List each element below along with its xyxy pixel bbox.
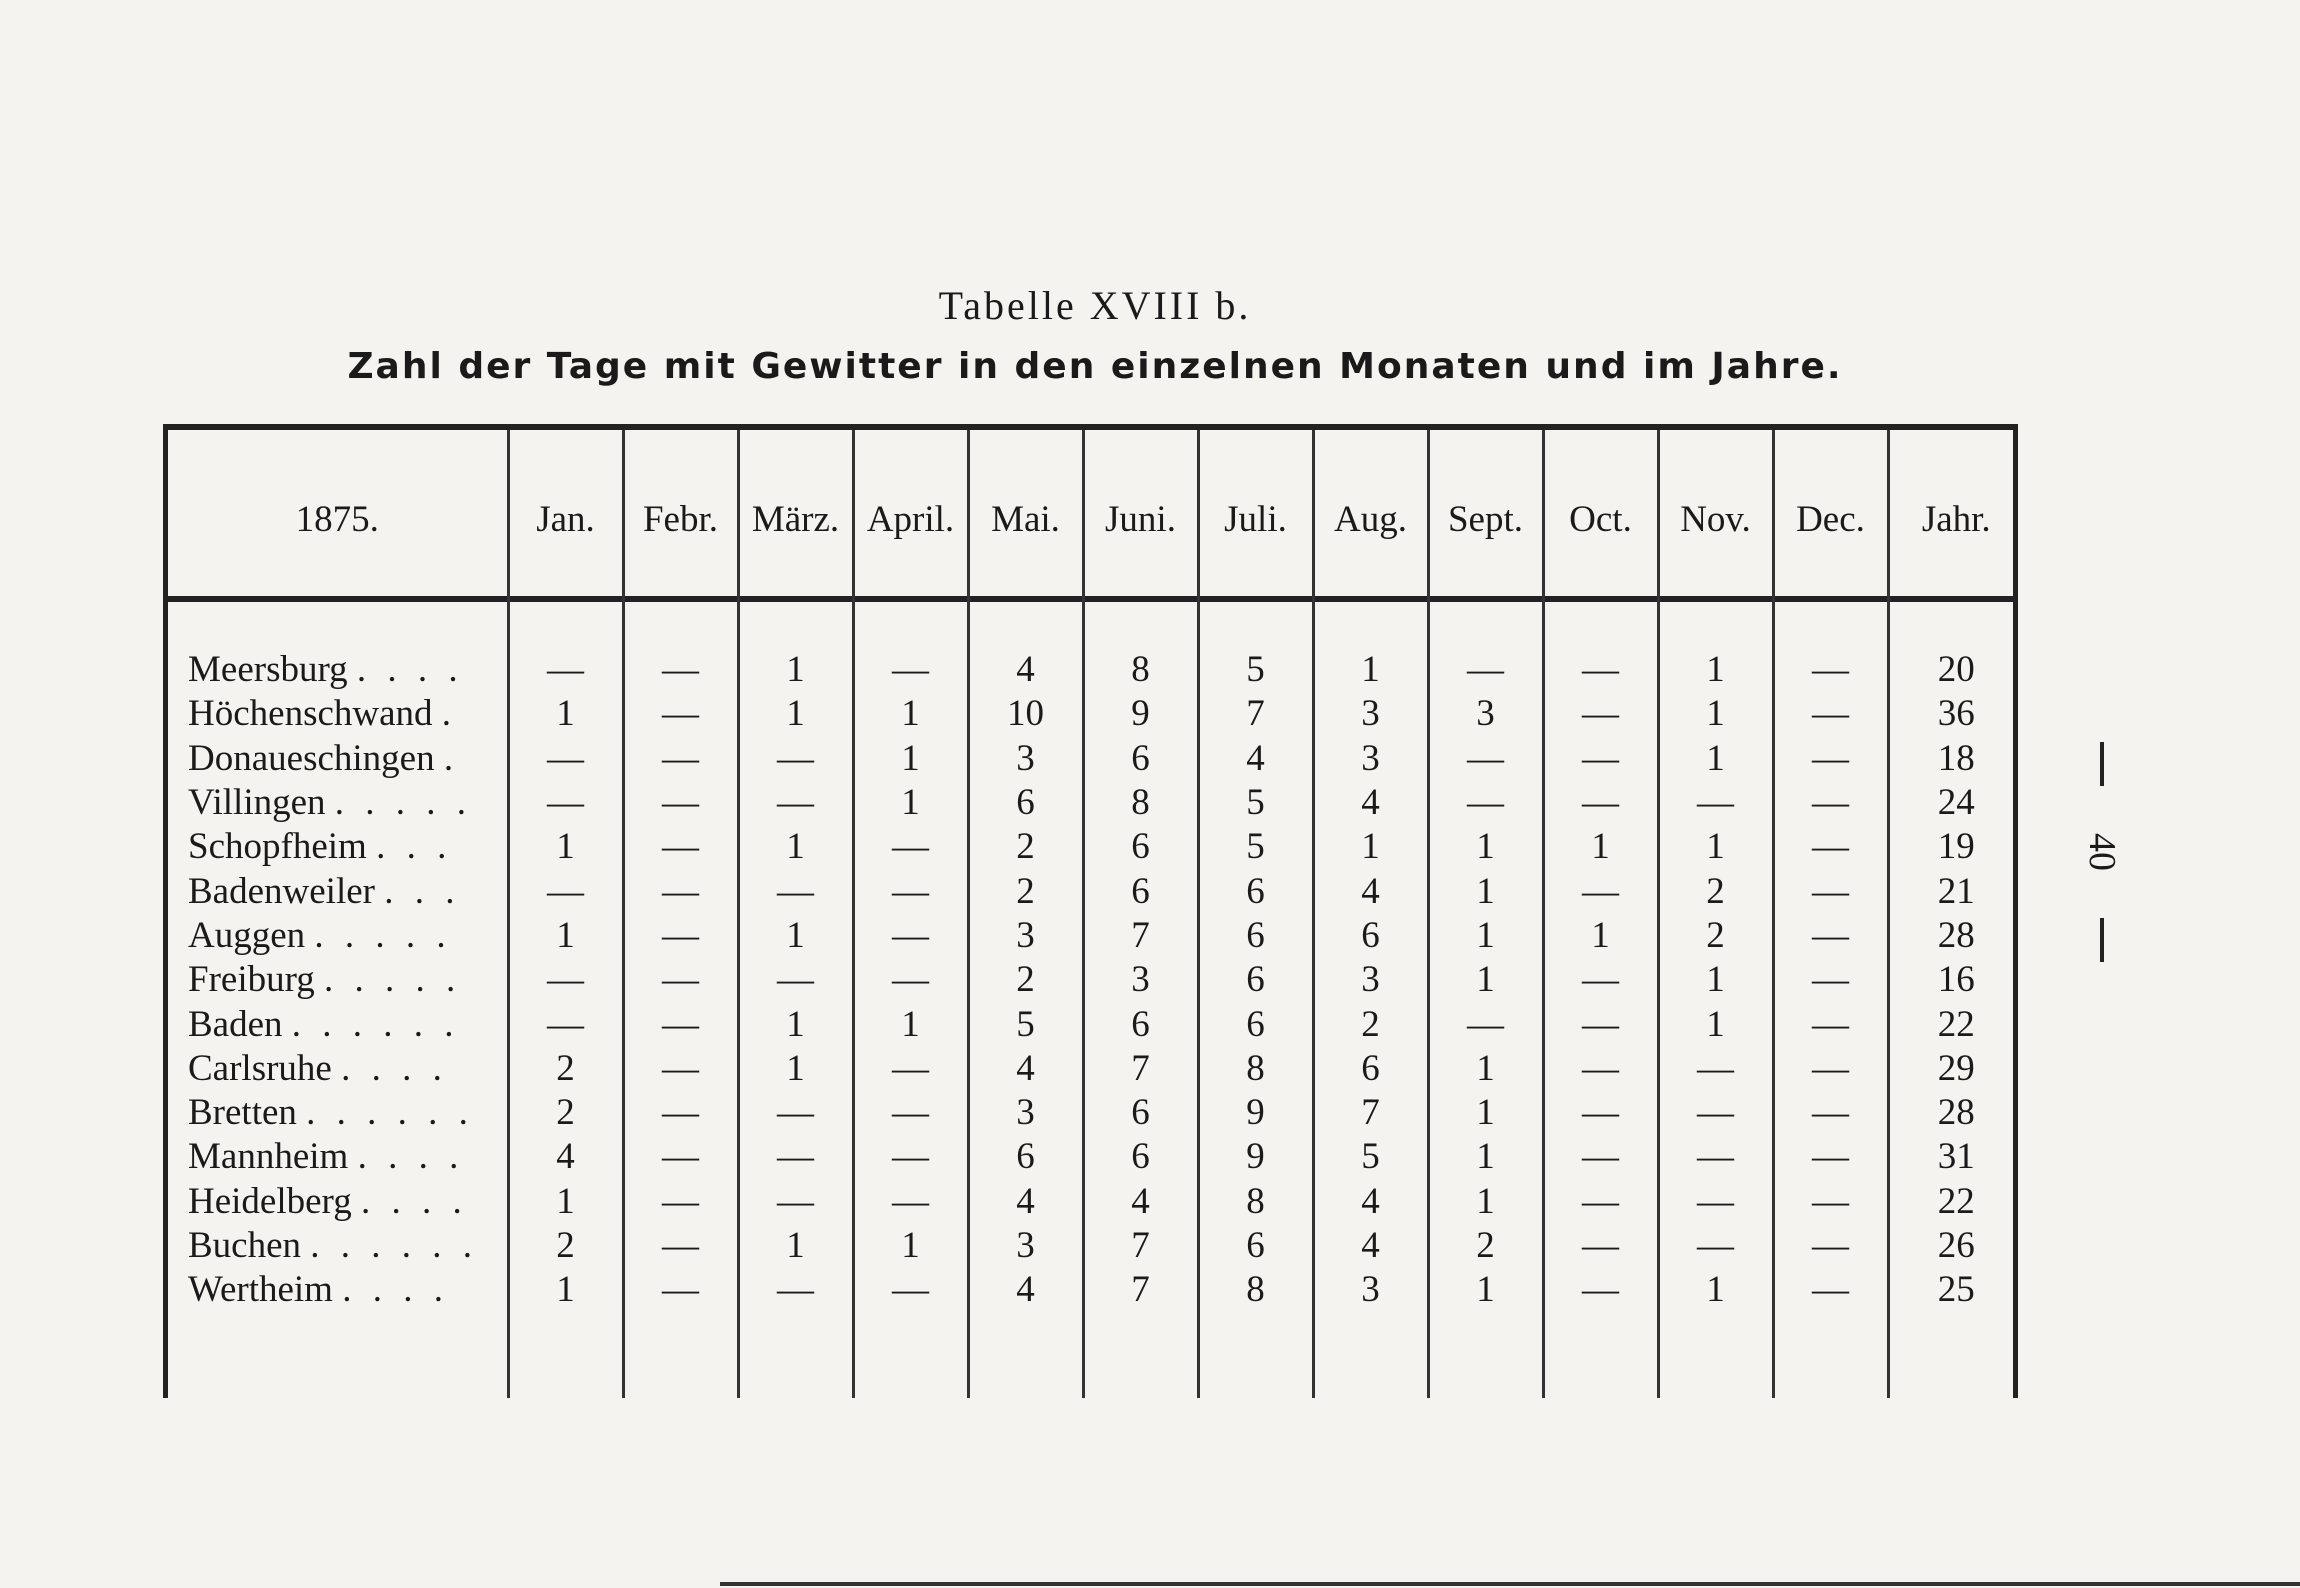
month-value-cell: 6 [1198,1002,1313,1046]
month-value-cell: 1 [738,1224,853,1268]
month-value-cell: — [1773,1224,1888,1268]
month-value-cell: — [738,869,853,913]
station-name: Bretten [188,1092,297,1134]
month-value-cell: 6 [1313,914,1428,958]
table-row [168,1091,2023,1135]
month-value-cell: 1 [1658,692,1773,736]
month-value-cell: — [1773,958,1888,1002]
year-total-cell: 20 [1888,648,2023,692]
month-value-cell: — [623,648,738,692]
station-name: Meersburg [188,649,348,691]
month-value-cell: — [1773,1091,1888,1135]
month-value-cell: — [1773,737,1888,781]
leader-dots: . . . . [356,649,464,691]
station-name: Baden [188,1003,283,1045]
page-number-value: 40 [2081,833,2123,871]
month-value-cell: 4 [1313,1180,1428,1224]
month-value-cell: 1 [508,825,623,869]
month-value-cell: — [1773,1268,1888,1312]
station-name: Heidelberg [188,1180,352,1222]
month-value-cell: — [1773,1135,1888,1179]
leader-dots: . [441,693,458,735]
month-value-cell: 1 [738,692,853,736]
month-value-cell: — [1543,1091,1658,1135]
month-value-cell: 1 [853,781,968,825]
month-value-cell: 2 [968,869,1083,913]
month-value-cell: 2 [1658,869,1773,913]
month-value-cell: — [623,914,738,958]
table-subtitle: Zahl der Tage mit Gewitter in den einzelnen Monaten und im Jahre. [347,346,1843,387]
station-cell [168,1091,508,1135]
thunderstorm-days-table [168,430,2023,1398]
year-total-cell: 28 [1888,1091,2023,1135]
station-cell [168,825,508,869]
month-value-cell: 7 [1313,1091,1428,1135]
month-value-cell: — [1658,1091,1773,1135]
table-title: Tabelle XVIII b. [938,283,1252,328]
month-value-cell: — [1658,1180,1773,1224]
month-value-cell: — [1658,1047,1773,1091]
month-value-cell: — [853,825,968,869]
month-value-cell: 1 [1428,914,1543,958]
month-value-cell: — [853,869,968,913]
month-value-cell: — [1773,692,1888,736]
month-value-cell: — [1428,737,1543,781]
month-header: Juli. [1198,430,1313,602]
station-cell [168,1002,508,1046]
station-cell [168,648,508,692]
month-value-cell: 4 [1313,869,1428,913]
month-value-cell: 1 [1313,648,1428,692]
month-value-cell: — [508,781,623,825]
table-row [168,1002,2023,1046]
month-value-cell: 6 [968,1135,1083,1179]
leader-dots: . . . [376,826,453,868]
year-total-cell: 29 [1888,1047,2023,1091]
month-header: Mai. [968,430,1083,602]
month-value-cell: — [623,1047,738,1091]
month-value-cell: — [623,1135,738,1179]
table-body [168,602,2023,1398]
month-value-cell: 1 [1658,958,1773,1002]
filler-row [168,1312,2023,1398]
station-cell [168,781,508,825]
data-table-frame [163,424,2018,1398]
month-value-cell: 1 [853,1224,968,1268]
year-total-cell: 25 [1888,1268,2023,1312]
year-total-cell: 21 [1888,869,2023,913]
month-value-cell: 1 [1543,914,1658,958]
month-value-cell: — [623,1091,738,1135]
month-value-cell: 3 [1428,692,1543,736]
month-value-cell: 1 [1428,1180,1543,1224]
month-value-cell: — [623,869,738,913]
bottom-rule [720,1582,2300,1586]
month-value-cell: — [853,648,968,692]
leader-dots: . . . . [357,1136,465,1178]
month-value-cell: — [623,1002,738,1046]
month-value-cell: 1 [1428,1047,1543,1091]
station-name: Carlsruhe [188,1047,332,1089]
month-value-cell: — [508,869,623,913]
month-value-cell: 1 [508,914,623,958]
spacer-row [168,602,2023,648]
month-value-cell: 1 [1313,825,1428,869]
month-value-cell: 6 [968,781,1083,825]
station-cell [168,737,508,781]
month-value-cell: 6 [1198,958,1313,1002]
month-value-cell: 8 [1198,1047,1313,1091]
month-value-cell: — [623,1180,738,1224]
station-name: Wertheim [188,1269,333,1311]
station-cell [168,1135,508,1179]
month-value-cell: — [853,1135,968,1179]
month-value-cell: — [1773,869,1888,913]
month-header: März. [738,430,853,602]
station-name: Höchenschwand [188,693,433,735]
month-value-cell: — [508,737,623,781]
month-value-cell: 7 [1083,1047,1198,1091]
month-value-cell: 9 [1198,1091,1313,1135]
month-value-cell: — [1543,1047,1658,1091]
month-header: Febr. [623,430,738,602]
month-value-cell: — [623,781,738,825]
month-value-cell: — [853,1091,968,1135]
month-value-cell: — [1543,1002,1658,1046]
month-value-cell: 3 [968,1091,1083,1135]
month-value-cell: 2 [1428,1224,1543,1268]
station-name: Freiburg [188,959,315,1001]
station-name: Buchen [188,1225,302,1266]
station-name: Schopfheim [188,826,367,868]
month-value-cell: — [1543,781,1658,825]
month-value-cell: 7 [1198,692,1313,736]
month-value-cell: 1 [1428,1135,1543,1179]
month-value-cell: — [738,1180,853,1224]
month-value-cell: — [1658,1135,1773,1179]
month-value-cell: 4 [968,1180,1083,1224]
month-value-cell: 8 [1198,1268,1313,1312]
month-value-cell: 7 [1083,1268,1198,1312]
table-row [168,1180,2023,1224]
month-value-cell: 2 [968,958,1083,1002]
month-value-cell: 5 [1198,781,1313,825]
page-number-dash [2100,742,2104,786]
month-value-cell: 1 [1658,1268,1773,1312]
month-value-cell: — [623,1224,738,1268]
month-value-cell: 6 [1083,1002,1198,1046]
month-value-cell: — [1543,648,1658,692]
month-header: Aug. [1313,430,1428,602]
month-value-cell: — [1543,737,1658,781]
table-row [168,648,2023,692]
month-value-cell: — [623,825,738,869]
total-header: Jahr. [1888,430,2023,602]
month-value-cell: — [508,648,623,692]
month-value-cell: — [1773,914,1888,958]
year-total-cell: 16 [1888,958,2023,1002]
month-value-cell: — [1543,1135,1658,1179]
month-value-cell: 8 [1198,1180,1313,1224]
table-row [168,692,2023,736]
month-value-cell: — [1773,781,1888,825]
station-cell [168,869,508,913]
month-value-cell: 3 [1313,692,1428,736]
table-row [168,914,2023,958]
month-value-cell: 1 [853,737,968,781]
month-value-cell: 9 [1083,692,1198,736]
station-name: Badenweiler [188,870,375,912]
month-value-cell: 1 [1658,1002,1773,1046]
station-cell [168,1268,508,1312]
month-value-cell: 5 [1198,648,1313,692]
month-value-cell: 1 [853,1002,968,1046]
page-number [2082,742,2122,962]
month-value-cell: — [1773,1002,1888,1046]
month-value-cell: 1 [1658,825,1773,869]
month-value-cell: 3 [968,1224,1083,1268]
month-value-cell: 5 [968,1002,1083,1046]
month-value-cell: 3 [1313,737,1428,781]
month-value-cell: 1 [738,648,853,692]
month-value-cell: 9 [1198,1135,1313,1179]
month-header: April. [853,430,968,602]
leader-dots: . [443,737,460,779]
leader-dots: . . . . [360,1180,468,1222]
table-row [168,958,2023,1002]
station-name: Donaueschingen [188,737,435,779]
month-value-cell: — [853,1268,968,1312]
month-value-cell: — [738,737,853,781]
month-value-cell: 1 [738,1047,853,1091]
month-value-cell: 1 [1428,825,1543,869]
month-value-cell: 4 [1313,1224,1428,1268]
table-row [168,1268,2023,1312]
leader-dots: . . . . . . [291,1003,460,1045]
leader-dots: . . . . . . [306,1092,474,1134]
month-value-cell: — [1543,869,1658,913]
month-value-cell: 6 [1198,1224,1313,1268]
month-value-cell: 1 [738,825,853,869]
month-header: Jan. [508,430,623,602]
month-header: Oct. [1543,430,1658,602]
month-value-cell: 2 [508,1091,623,1135]
month-value-cell: 8 [1083,781,1198,825]
year-total-cell: 28 [1888,914,2023,958]
month-value-cell: 1 [1428,958,1543,1002]
month-value-cell: — [1543,1224,1658,1268]
month-value-cell: — [1773,1047,1888,1091]
leader-dots: . . . . . [314,914,452,956]
month-value-cell: 4 [1313,781,1428,825]
month-value-cell: 6 [1313,1047,1428,1091]
station-name: Auggen [188,914,306,956]
month-value-cell: — [508,958,623,1002]
header-row [168,430,2023,602]
leader-dots: . . . [384,870,461,912]
month-value-cell: 1 [508,1180,623,1224]
month-value-cell: 1 [738,1002,853,1046]
month-value-cell: — [1428,1002,1543,1046]
month-value-cell: 4 [968,1268,1083,1312]
month-value-cell: 2 [1313,1002,1428,1046]
month-value-cell: — [853,1047,968,1091]
month-header: Sept. [1428,430,1543,602]
month-value-cell: — [623,737,738,781]
month-value-cell: 6 [1083,869,1198,913]
month-value-cell: 6 [1083,737,1198,781]
table-row [168,781,2023,825]
station-cell [168,692,508,736]
year-total-cell: 31 [1888,1135,2023,1179]
month-value-cell: — [1428,648,1543,692]
leader-dots: . . . . [342,1269,449,1311]
station-cell [168,958,508,1002]
month-value-cell: — [1543,1180,1658,1224]
month-value-cell: 5 [1313,1135,1428,1179]
table-row [168,1135,2023,1179]
month-value-cell: 3 [1313,958,1428,1002]
month-value-cell: — [1658,781,1773,825]
month-value-cell: — [1773,1180,1888,1224]
month-value-cell: 1 [508,1268,623,1312]
month-value-cell: 6 [1083,825,1198,869]
month-value-cell: — [1428,781,1543,825]
month-value-cell: — [738,958,853,1002]
table-row [168,737,2023,781]
table-row [168,1047,2023,1091]
leader-dots: . . . . . . [310,1225,479,1266]
table-row [168,825,2023,869]
month-value-cell: 6 [1198,914,1313,958]
table-row [168,869,2023,913]
month-value-cell: — [1543,1268,1658,1312]
month-value-cell: — [738,1135,853,1179]
month-value-cell: — [623,958,738,1002]
month-value-cell: 3 [1083,958,1198,1002]
month-value-cell: — [853,1180,968,1224]
month-value-cell: — [738,1268,853,1312]
station-cell [168,914,508,958]
leader-dots: . . . . [341,1047,448,1089]
month-value-cell: 6 [1083,1091,1198,1135]
month-value-cell: 1 [1658,737,1773,781]
month-value-cell: — [1658,1224,1773,1268]
month-value-cell: 4 [968,1047,1083,1091]
station-cell [168,1180,508,1224]
month-header: Juni. [1083,430,1198,602]
month-value-cell: 1 [853,692,968,736]
month-value-cell: — [738,781,853,825]
year-total-cell: 36 [1888,692,2023,736]
month-value-cell: 7 [1083,1224,1198,1268]
month-value-cell: 4 [968,648,1083,692]
month-value-cell: 1 [1543,825,1658,869]
month-value-cell: — [1773,648,1888,692]
month-value-cell: 1 [508,692,623,736]
year-total-cell: 26 [1888,1224,2023,1268]
table-row [168,1224,2023,1268]
month-value-cell: 1 [1428,1091,1543,1135]
month-value-cell: 10 [968,692,1083,736]
month-value-cell: 3 [1313,1268,1428,1312]
month-value-cell: 4 [1198,737,1313,781]
month-value-cell: 1 [1428,1268,1543,1312]
month-value-cell: 2 [508,1224,623,1268]
month-value-cell: 6 [1198,869,1313,913]
month-value-cell: — [623,692,738,736]
month-value-cell: 8 [1083,648,1198,692]
month-value-cell: — [1543,692,1658,736]
year-total-cell: 22 [1888,1180,2023,1224]
month-value-cell: — [853,914,968,958]
month-value-cell: 3 [968,737,1083,781]
station-cell [168,1224,508,1268]
year-total-cell: 19 [1888,825,2023,869]
station-name: Mannheim [188,1136,349,1178]
month-header: Nov. [1658,430,1773,602]
year-total-cell: 18 [1888,737,2023,781]
month-value-cell: — [853,958,968,1002]
month-value-cell: 6 [1083,1135,1198,1179]
year-total-cell: 22 [1888,1002,2023,1046]
page-number-dash [2100,918,2104,962]
month-value-cell: — [623,1268,738,1312]
month-value-cell: — [1543,958,1658,1002]
month-value-cell: 2 [968,825,1083,869]
month-value-cell: — [508,1002,623,1046]
month-value-cell: 4 [1083,1180,1198,1224]
month-value-cell: 1 [1658,648,1773,692]
month-value-cell: 1 [1428,869,1543,913]
station-name: Villingen [188,782,326,824]
station-cell [168,1047,508,1091]
month-value-cell: 2 [1658,914,1773,958]
month-header: Dec. [1773,430,1888,602]
month-value-cell: 2 [508,1047,623,1091]
year-header: 1875. [295,498,379,540]
leader-dots: . . . . . [324,959,462,1001]
month-value-cell: — [1773,825,1888,869]
month-value-cell: 4 [508,1135,623,1179]
month-value-cell: 1 [738,914,853,958]
year-total-cell: 24 [1888,781,2023,825]
month-value-cell: 3 [968,914,1083,958]
month-value-cell: — [738,1091,853,1135]
month-value-cell: 7 [1083,914,1198,958]
leader-dots: . . . . . [334,782,473,824]
month-value-cell: 5 [1198,825,1313,869]
